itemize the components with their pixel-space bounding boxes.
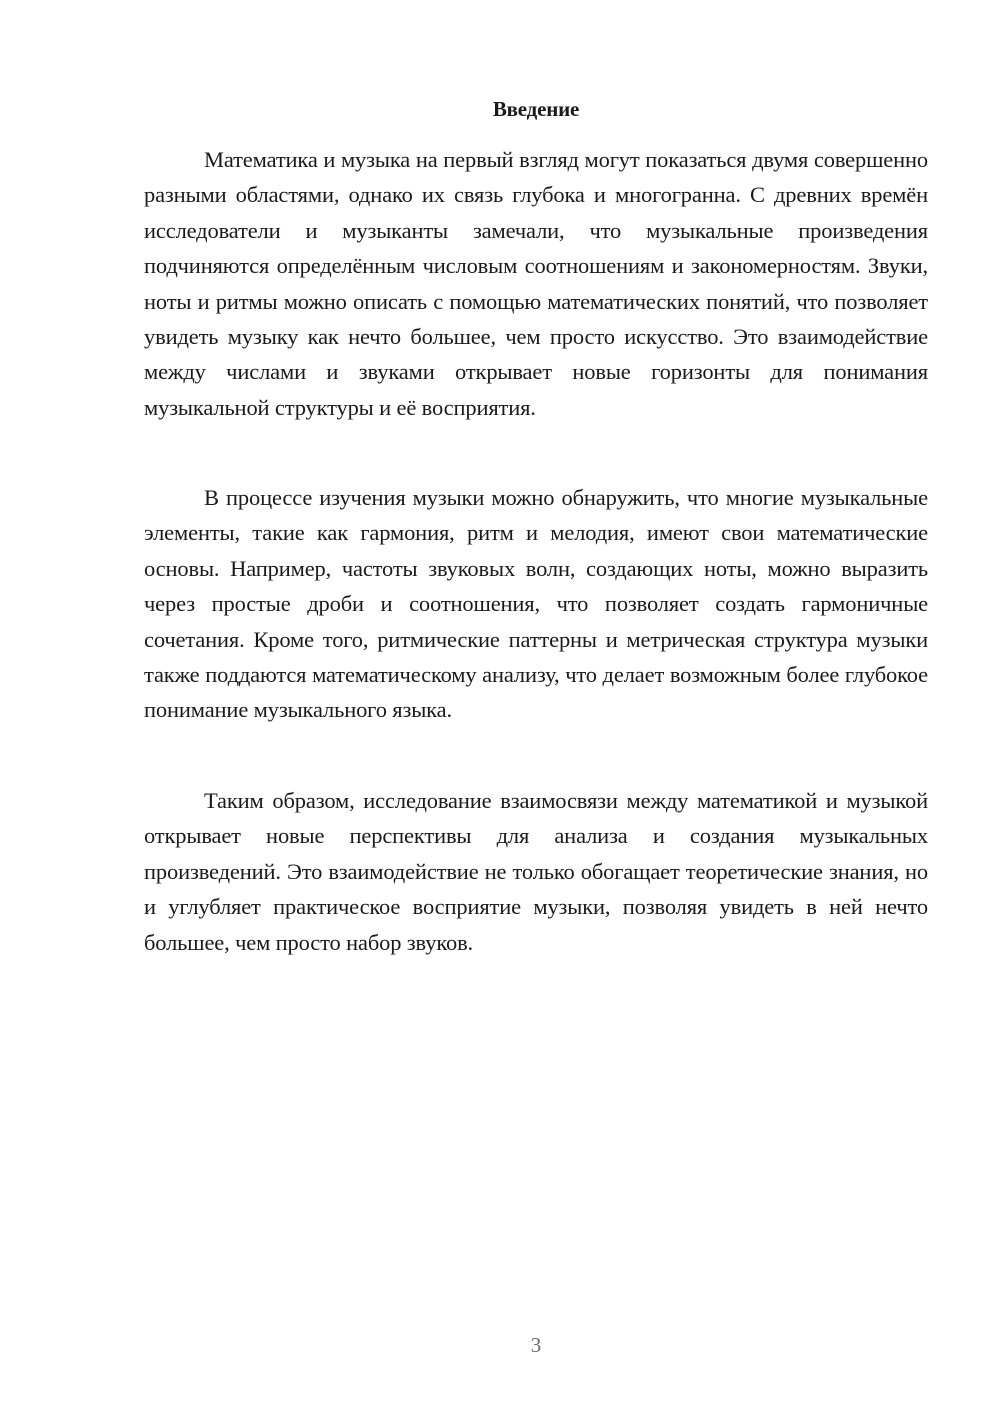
paragraph-3-container [144,783,928,960]
paragraph-1-container [144,142,928,425]
paragraph-2-container [144,480,928,728]
paragraph: Математика и музыка на первый взгляд могут показаться двумя совершенно разными областями, однако их связь глубока и многогранна. С древних времён исследователи и музыканты замечали, что музыкальные произведения подчиняются определённым числовым соотношениям и закономерностям. Звуки, ноты и ритмы можно описать с помощью математических понятий, что позволяет увидеть музыку как нечто большее, чем просто искусство. Это взаимодействие между числами и звуками открывает новые горизонты для понимания музыкальной структуры и её восприятия. [144,147,928,420]
paragraph: В процессе изучения музыки можно обнаружить, что многие музыкальные элементы, такие как гармония, ритм и мелодия, имеют свои математические основы. Например, частоты звуковых волн, создающих ноты, можно выразить через простые дроби и соотношения, что позволяет создать гармоничные сочетания. Кроме того, ритмические паттерны и метрическая структура музыки также поддаются математическому анализу, что делает возможным более глубокое понимание музыкального языка. [144,485,928,723]
section-heading: Введение [492,97,580,121]
paragraph: Таким образом, исследование взаимосвязи между математикой и музыкой открывает новые перспективы для анализа и создания музыкальных произведений. Это взаимодействие не только обогащает теоретические знания, но и углубляет практическое восприятие музыки, позволяя увидеть в ней нечто большее, чем просто набор звуков. [144,788,928,955]
page-number: 3 [530,1333,542,1357]
